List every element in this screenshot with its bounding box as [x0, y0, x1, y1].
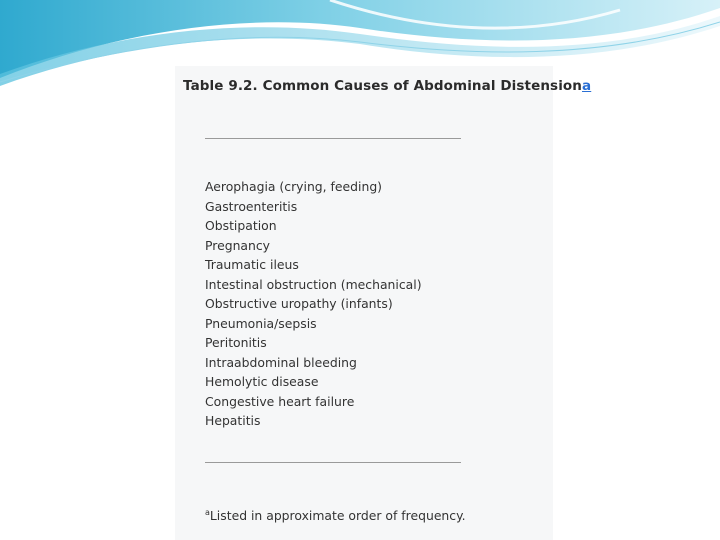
- table-title: Table 9.2. Common Causes of Abdominal Distensiona: [183, 78, 592, 94]
- list-item: Traumatic ileus: [205, 257, 299, 272]
- title-footnote-link[interactable]: a: [582, 78, 592, 94]
- list-item: Gastroenteritis: [205, 198, 298, 214]
- table-footnote: [205, 508, 466, 523]
- footnote-text: Listed in approximate order of frequency.: [209, 508, 466, 524]
- list-item: Hemolytic disease: [205, 374, 319, 389]
- list-item: Obstructive uropathy (infants): [205, 296, 393, 311]
- list-item: Congestive heart failure: [205, 393, 355, 409]
- table-image-panel: [175, 66, 592, 540]
- list-item: Hepatitis: [205, 413, 261, 428]
- list-item: Peritonitis: [205, 335, 267, 350]
- list-item: Intestinal obstruction (mechanical): [205, 276, 422, 292]
- list-item: Obstipation: [205, 218, 277, 233]
- list-item: Intraabdominal bleeding: [205, 354, 357, 370]
- list-item: Pregnancy: [205, 237, 271, 253]
- causes-list: [205, 177, 422, 431]
- footnote-marker: a: [205, 508, 210, 517]
- table-top-rule: [205, 138, 461, 139]
- list-item: Aerophagia (crying, feeding): [205, 179, 383, 194]
- list-item: Pneumonia/sepsis: [205, 315, 317, 331]
- table-bottom-rule: [205, 462, 461, 463]
